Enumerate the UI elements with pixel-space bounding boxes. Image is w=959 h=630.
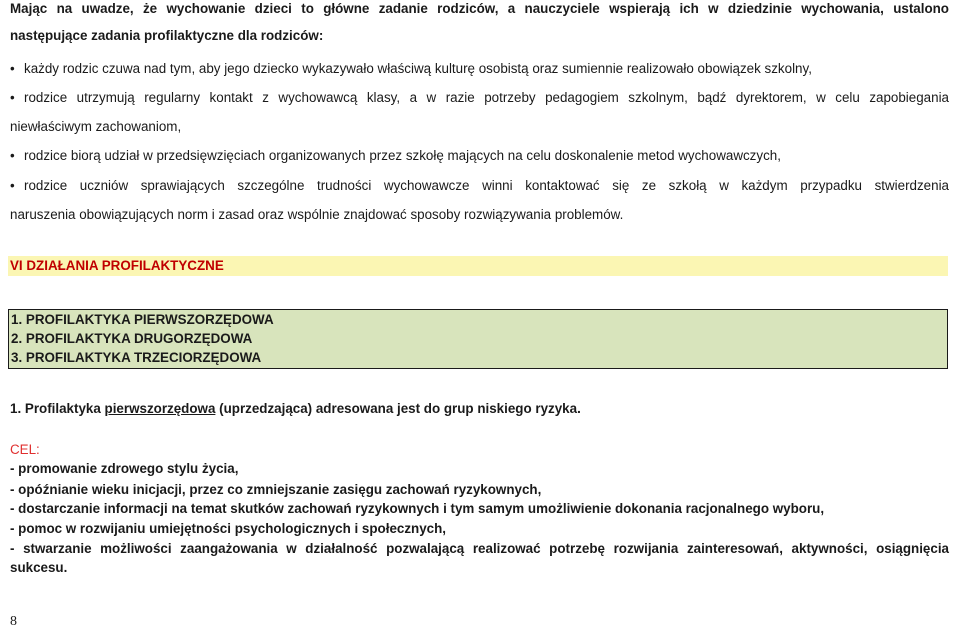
bullet-icon: • <box>10 61 15 76</box>
prevention-levels-box <box>8 309 948 369</box>
goal-item-5: - stwarzanie możliwości zaangażowania w działalność pozwalającą realizować potrzebę rozwijania zainteresowań, aktywności, osiągnięcia <box>10 541 949 556</box>
primary-term: pierwszorzędowa <box>104 401 216 416</box>
bullet-icon: • <box>10 90 15 105</box>
section-heading-band <box>8 256 948 276</box>
prevention-level-1: 1. PROFILAKTYKA PIERWSZORZĘDOWA <box>11 312 274 327</box>
parent-task-3: • rodzice biorą udział w przedsięwzięciach organizowanych przez szkołę mających na celu doskonalenie metod wychowawczych, <box>10 148 781 163</box>
bullet-icon: • <box>10 178 15 193</box>
page-number: 8 <box>10 614 17 629</box>
primary-prevention-definition: 1. Profilaktyka pierwszorzędowa (uprzedzająca) adresowana jest do grup niskiego ryzyka. <box>10 401 581 416</box>
goal-item-1: - promowanie zdrowego stylu życia, <box>10 461 239 476</box>
prevention-level-3: 3. PROFILAKTYKA TRZECIORZĘDOWA <box>11 350 262 365</box>
parent-task-4-cont: naruszenia obowiązujących norm i zasad oraz wspólnie znajdować sposoby rozwiązywania problemów. <box>10 207 624 222</box>
bullet-icon: • <box>10 148 15 163</box>
parent-task-2-cont: niewłaściwym zachowaniom, <box>10 119 182 134</box>
intro-line-2: następujące zadania profilaktyczne dla rodziców: <box>10 28 324 43</box>
section-heading: VI DZIAŁANIA PROFILAKTYCZNE <box>10 258 224 273</box>
prevention-level-2: 2. PROFILAKTYKA DRUGORZĘDOWA <box>11 331 253 346</box>
parent-task-2: • rodzice utrzymują regularny kontakt z wychowawcą klasy, a w razie potrzeby pedagogiem szkolnym, bądź dyrektorem, w celu zapobiegania <box>10 90 949 105</box>
parent-task-4: • rodzice uczniów sprawiających szczególne trudności wychowawcze winni kontaktować się ze szkołą w każdym przypadku stwierdzenia <box>10 178 949 193</box>
goal-label: CEL: <box>10 442 40 457</box>
goal-item-5-cont: sukcesu. <box>10 560 68 575</box>
parent-task-1: • każdy rodzic czuwa nad tym, aby jego dziecko wykazywało właściwą kulturę osobistą oraz sumiennie realizowało obowiązek szkolny, <box>10 61 812 76</box>
goal-item-4: - pomoc w rozwijaniu umiejętności psychologicznych i społecznych, <box>10 521 447 536</box>
goal-item-2: - opóźnianie wieku inicjacji, przez co zmniejszanie zasięgu zachowań ryzykownych, <box>10 482 542 497</box>
intro-line-1: Mając na uwadze, że wychowanie dzieci to główne zadanie rodziców, a nauczyciele wspierają ich w dziedzinie wychowania, ustalono <box>10 1 949 16</box>
goal-item-3: - dostarczanie informacji na temat skutków zachowań ryzykownych i tym samym umożliwienie dokonania racjonalnego wyboru, <box>10 501 825 516</box>
